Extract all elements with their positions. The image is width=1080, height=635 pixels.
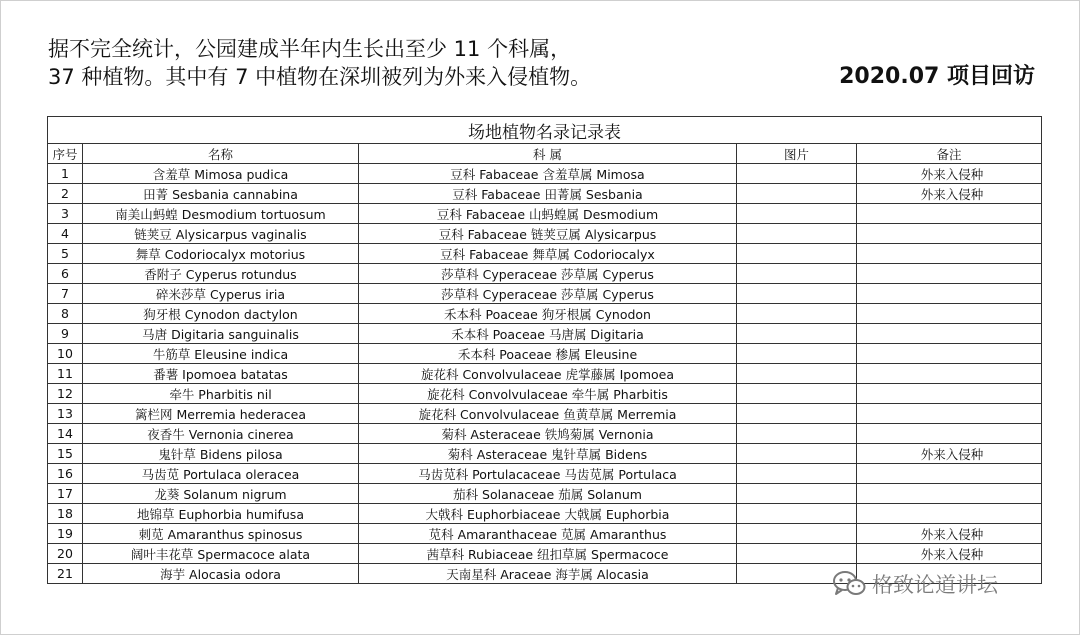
image-cell: [737, 264, 857, 284]
plant-name-cell: 龙葵 Solanum nigrum: [83, 484, 359, 504]
note-cell: 外来入侵种: [857, 524, 1042, 544]
intro-text: [48, 35, 591, 91]
image-cell: [737, 164, 857, 184]
note-cell: 外来入侵种: [857, 544, 1042, 564]
family-genus-cell: 豆科 Fabaceae 田菁属 Sesbania: [359, 184, 737, 204]
table-title: 场地植物名录记录表: [48, 117, 1042, 144]
plant-name-cell: 鬼针草 Bidens pilosa: [83, 444, 359, 464]
image-cell: [737, 324, 857, 344]
table-row: [48, 384, 1042, 404]
note-cell: [857, 264, 1042, 284]
row-number-cell: 6: [48, 264, 83, 284]
row-number-cell: 12: [48, 384, 83, 404]
note-cell: [857, 404, 1042, 424]
image-cell: [737, 224, 857, 244]
row-number-cell: 21: [48, 564, 83, 584]
family-genus-cell: 旋花科 Convolvulaceae 虎掌藤属 Ipomoea: [359, 364, 737, 384]
row-number-cell: 2: [48, 184, 83, 204]
table-row: [48, 464, 1042, 484]
family-genus-cell: 禾本科 Poaceae 马唐属 Digitaria: [359, 324, 737, 344]
note-cell: [857, 424, 1042, 444]
row-number-cell: 11: [48, 364, 83, 384]
plant-name-cell: 田菁 Sesbania cannabina: [83, 184, 359, 204]
family-genus-cell: 禾本科 Poaceae 狗牙根属 Cynodon: [359, 304, 737, 324]
image-cell: [737, 444, 857, 464]
note-cell: [857, 304, 1042, 324]
image-cell: [737, 384, 857, 404]
family-genus-cell: 菊科 Asteraceae 铁鸠菊属 Vernonia: [359, 424, 737, 444]
row-number-cell: 5: [48, 244, 83, 264]
plant-name-cell: 含羞草 Mimosa pudica: [83, 164, 359, 184]
column-header-note: 备注: [857, 144, 1042, 164]
plant-name-cell: 阔叶丰花草 Spermacoce alata: [83, 544, 359, 564]
plant-name-cell: 篱栏网 Merremia hederacea: [83, 404, 359, 424]
image-cell: [737, 184, 857, 204]
row-number-cell: 9: [48, 324, 83, 344]
image-cell: [737, 424, 857, 444]
family-genus-cell: 旋花科 Convolvulaceae 鱼黄草属 Merremia: [359, 404, 737, 424]
family-genus-cell: 茄科 Solanaceae 茄属 Solanum: [359, 484, 737, 504]
image-cell: [737, 404, 857, 424]
table-title-row: [48, 117, 1042, 144]
row-number-cell: 13: [48, 404, 83, 424]
plant-name-cell: 番薯 Ipomoea batatas: [83, 364, 359, 384]
note-cell: [857, 284, 1042, 304]
family-genus-cell: 豆科 Fabaceae 链荚豆属 Alysicarpus: [359, 224, 737, 244]
table-row: [48, 484, 1042, 504]
table-row: [48, 404, 1042, 424]
family-genus-cell: 茜草科 Rubiaceae 纽扣草属 Spermacoce: [359, 544, 737, 564]
column-header-family: 科 属: [359, 144, 737, 164]
image-cell: [737, 504, 857, 524]
plant-name-cell: 牵牛 Pharbitis nil: [83, 384, 359, 404]
image-cell: [737, 344, 857, 364]
row-number-cell: 1: [48, 164, 83, 184]
project-label: 2020.07 项目回访: [839, 64, 1035, 89]
image-cell: [737, 544, 857, 564]
table-row: [48, 504, 1042, 524]
family-genus-cell: 莎草科 Cyperaceae 莎草属 Cyperus: [359, 264, 737, 284]
plant-name-cell: 刺苋 Amaranthus spinosus: [83, 524, 359, 544]
table-row: [48, 544, 1042, 564]
row-number-cell: 10: [48, 344, 83, 364]
table-row: [48, 424, 1042, 444]
family-genus-cell: 豆科 Fabaceae 含羞草属 Mimosa: [359, 164, 737, 184]
image-cell: [737, 284, 857, 304]
note-cell: [857, 204, 1042, 224]
watermark-text: 格致论道讲坛: [872, 573, 998, 597]
table-row: [48, 244, 1042, 264]
column-header-number: 序号: [48, 144, 83, 164]
plant-name-cell: 牛筋草 Eleusine indica: [83, 344, 359, 364]
image-cell: [737, 464, 857, 484]
image-cell: [737, 484, 857, 504]
family-genus-cell: 菊科 Asteraceae 鬼针草属 Bidens: [359, 444, 737, 464]
plant-name-cell: 香附子 Cyperus rotundus: [83, 264, 359, 284]
row-number-cell: 20: [48, 544, 83, 564]
family-genus-cell: 莎草科 Cyperaceae 莎草属 Cyperus: [359, 284, 737, 304]
family-genus-cell: 苋科 Amaranthaceae 苋属 Amaranthus: [359, 524, 737, 544]
note-cell: [857, 344, 1042, 364]
table-row: [48, 444, 1042, 464]
row-number-cell: 14: [48, 424, 83, 444]
image-cell: [737, 304, 857, 324]
row-number-cell: 17: [48, 484, 83, 504]
note-cell: 外来入侵种: [857, 164, 1042, 184]
family-genus-cell: 天南星科 Araceae 海芋属 Alocasia: [359, 564, 737, 584]
note-cell: [857, 364, 1042, 384]
table-row: [48, 324, 1042, 344]
intro-line-2: 37 种植物。其中有 7 中植物在深圳被列为外来入侵植物。: [48, 65, 592, 89]
row-number-cell: 18: [48, 504, 83, 524]
table-body: [48, 164, 1042, 584]
table-row: [48, 224, 1042, 244]
note-cell: [857, 244, 1042, 264]
plant-name-cell: 马齿苋 Portulaca oleracea: [83, 464, 359, 484]
plant-name-cell: 海芋 Alocasia odora: [83, 564, 359, 584]
row-number-cell: 7: [48, 284, 83, 304]
family-genus-cell: 豆科 Fabaceae 舞草属 Codoriocalyx: [359, 244, 737, 264]
plant-name-cell: 南美山蚂蝗 Desmodium tortuosum: [83, 204, 359, 224]
row-number-cell: 15: [48, 444, 83, 464]
plant-name-cell: 链荚豆 Alysicarpus vaginalis: [83, 224, 359, 244]
note-cell: 外来入侵种: [857, 184, 1042, 204]
note-cell: [857, 484, 1042, 504]
table-row: [48, 344, 1042, 364]
table-row: [48, 304, 1042, 324]
row-number-cell: 4: [48, 224, 83, 244]
note-cell: [857, 464, 1042, 484]
family-genus-cell: 旋花科 Convolvulaceae 牵牛属 Pharbitis: [359, 384, 737, 404]
family-genus-cell: 豆科 Fabaceae 山蚂蝗属 Desmodium: [359, 204, 737, 224]
family-genus-cell: 禾本科 Poaceae 䅟属 Eleusine: [359, 344, 737, 364]
image-cell: [737, 244, 857, 264]
table-row: [48, 164, 1042, 184]
plant-name-cell: 碎米莎草 Cyperus iria: [83, 284, 359, 304]
family-genus-cell: 大戟科 Euphorbiaceae 大戟属 Euphorbia: [359, 504, 737, 524]
plant-name-cell: 地锦草 Euphorbia humifusa: [83, 504, 359, 524]
table-row: [48, 284, 1042, 304]
image-cell: [737, 524, 857, 544]
table-row: [48, 364, 1042, 384]
plant-name-cell: 马唐 Digitaria sanguinalis: [83, 324, 359, 344]
column-header-image: 图片: [737, 144, 857, 164]
table-row: [48, 524, 1042, 544]
row-number-cell: 8: [48, 304, 83, 324]
plant-record-table: [47, 116, 1042, 584]
row-number-cell: 3: [48, 204, 83, 224]
table-row: [48, 204, 1042, 224]
note-cell: 外来入侵种: [857, 444, 1042, 464]
table-row: [48, 264, 1042, 284]
note-cell: [857, 504, 1042, 524]
table-header-row: [48, 144, 1042, 164]
note-cell: [857, 384, 1042, 404]
plant-name-cell: 夜香牛 Vernonia cinerea: [83, 424, 359, 444]
column-header-name: 名称: [83, 144, 359, 164]
wechat-icon: [832, 570, 866, 598]
note-cell: [857, 224, 1042, 244]
intro-line-1: 据不完全统计，公园建成半年内生长出至少 11 个科属，: [48, 37, 572, 61]
note-cell: [857, 324, 1042, 344]
table-row: [48, 184, 1042, 204]
image-cell: [737, 204, 857, 224]
row-number-cell: 19: [48, 524, 83, 544]
family-genus-cell: 马齿苋科 Portulacaceae 马齿苋属 Portulaca: [359, 464, 737, 484]
image-cell: [737, 364, 857, 384]
watermark: [832, 569, 998, 599]
plant-name-cell: 舞草 Codoriocalyx motorius: [83, 244, 359, 264]
row-number-cell: 16: [48, 464, 83, 484]
plant-name-cell: 狗牙根 Cynodon dactylon: [83, 304, 359, 324]
